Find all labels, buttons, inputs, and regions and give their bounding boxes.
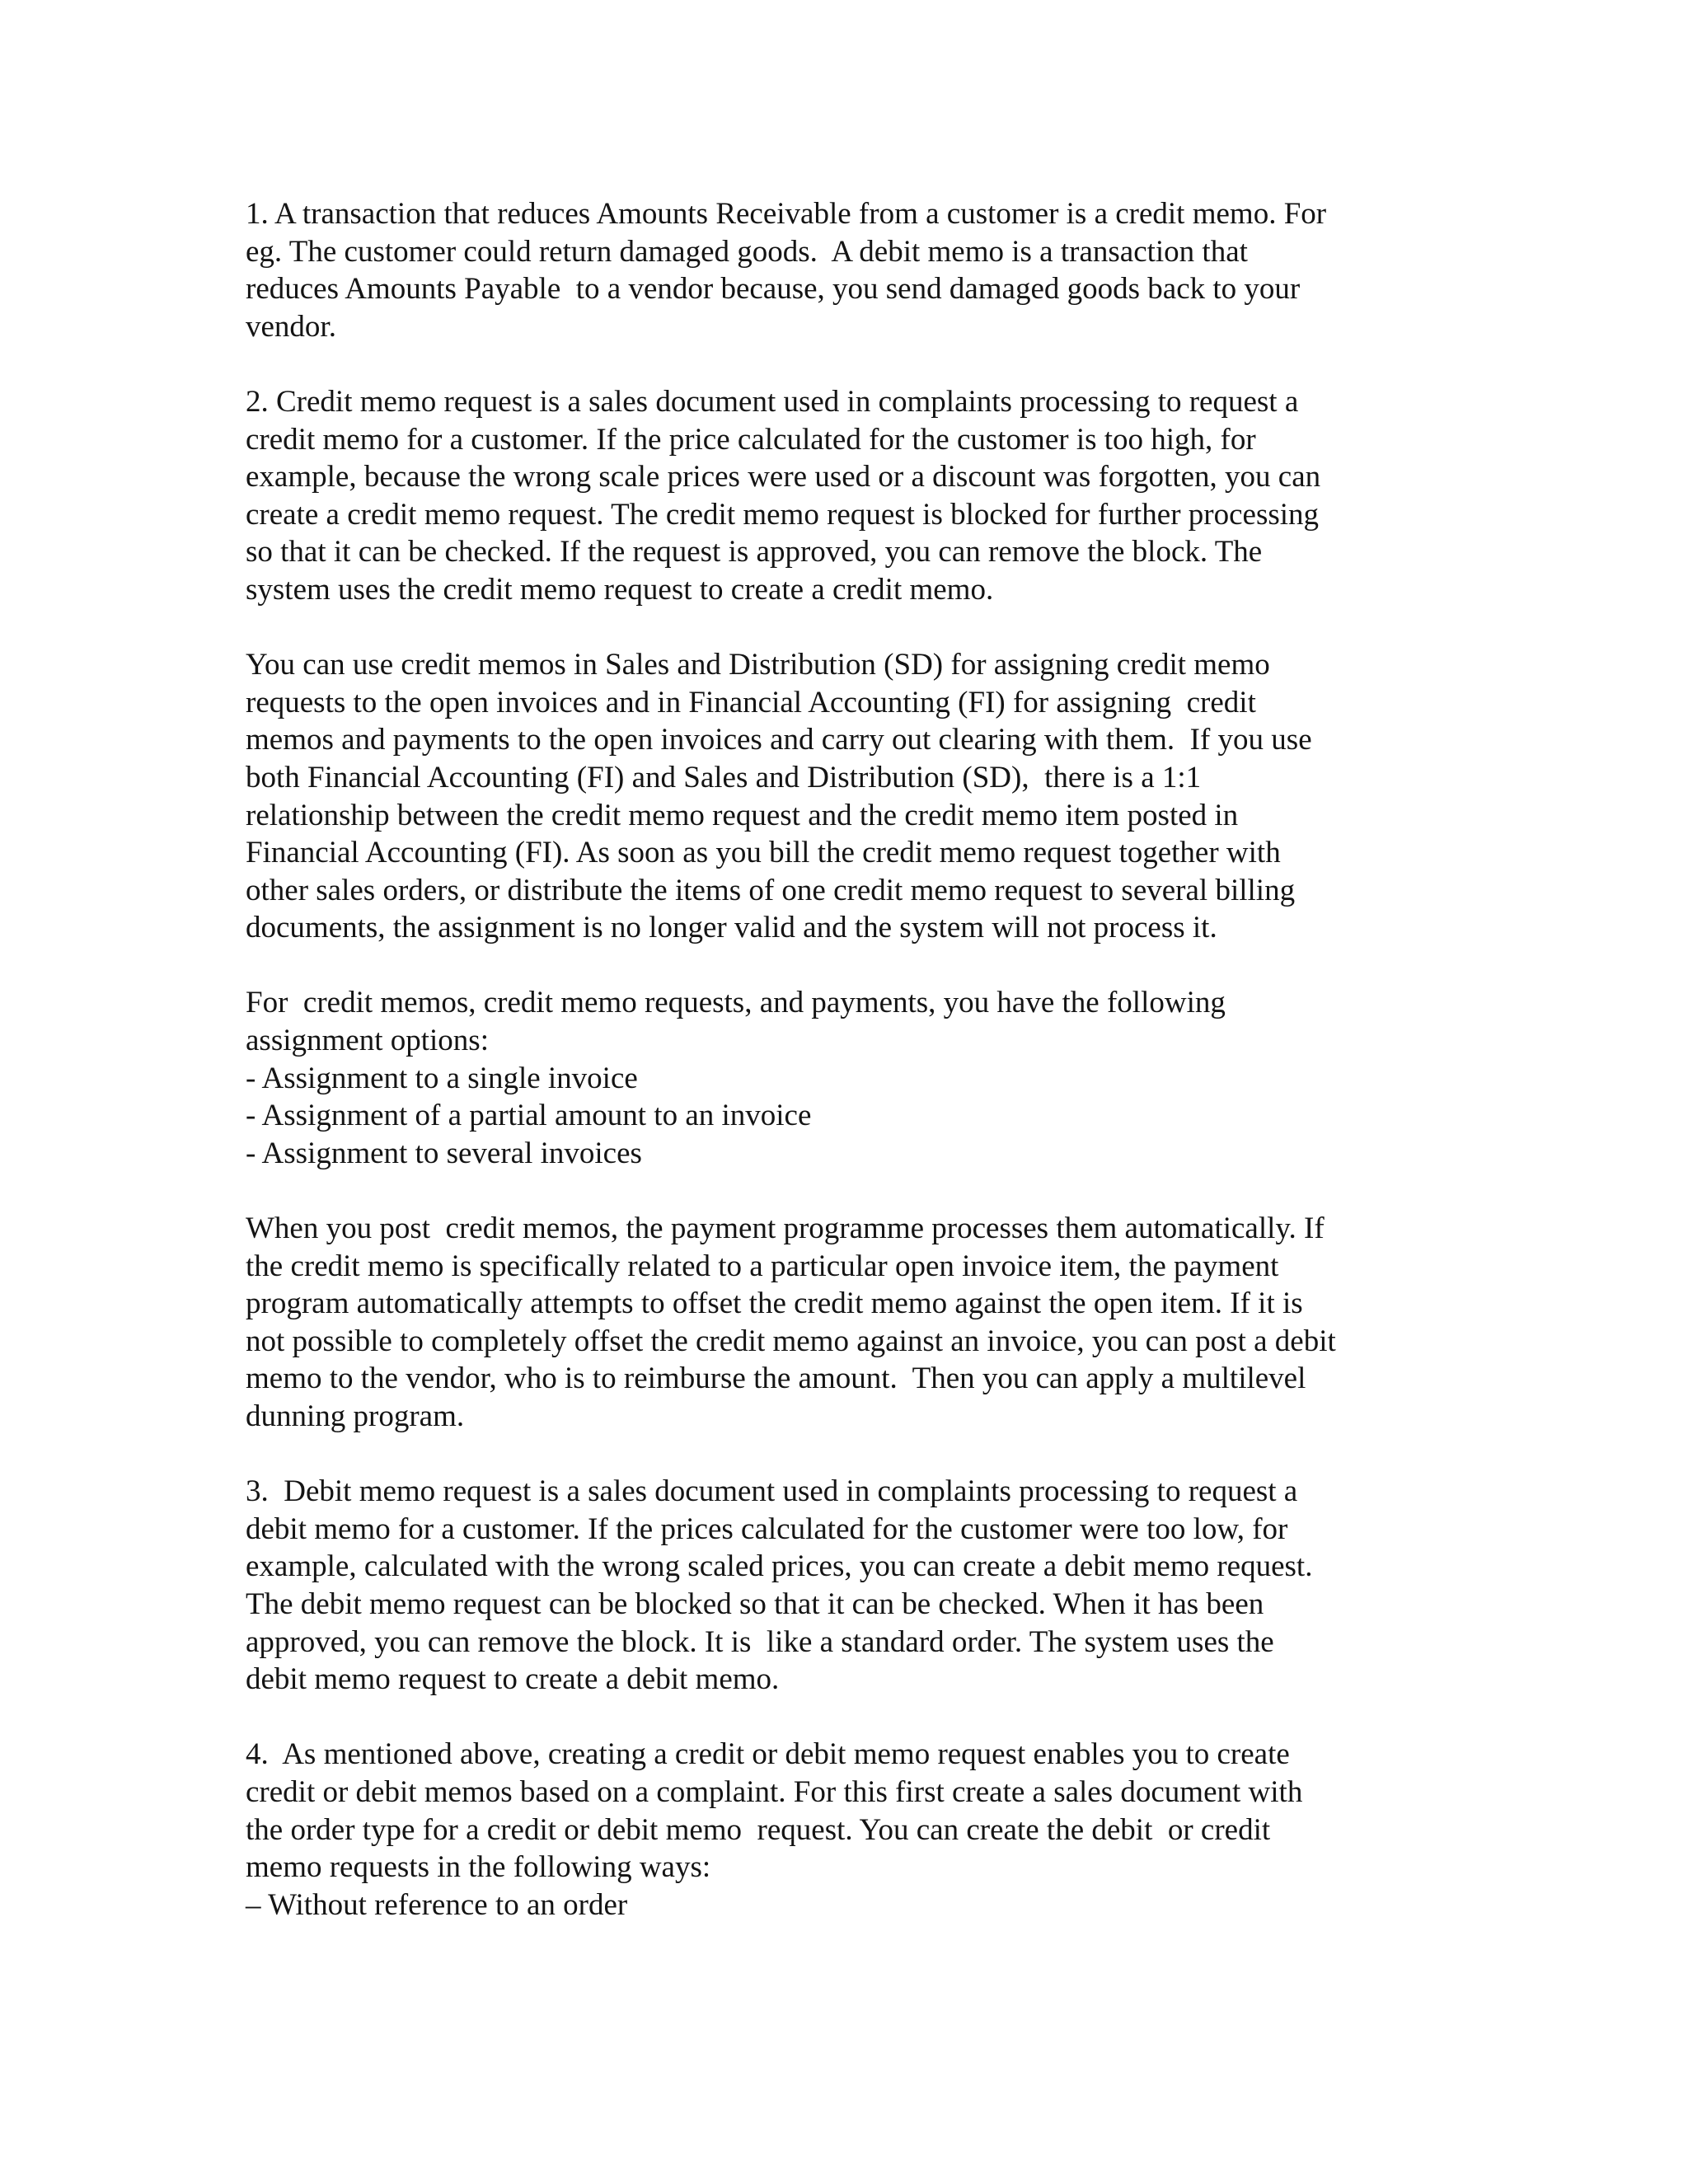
text-line: debit memo for a customer. If the prices calculated for the customer were too low, for <box>246 1511 1288 1546</box>
text-line: other sales orders, or distribute the items of one credit memo request to several billing <box>246 873 1296 907</box>
paragraph-6 <box>246 1473 1449 1699</box>
text-line: approved, you can remove the block. It is like a standard order. The system uses the <box>246 1624 1274 1659</box>
text-line: credit or debit memos based on a complaint. For this first create a sales document with <box>246 1774 1303 1809</box>
text-line: eg. The customer could return damaged goods. A debit memo is a transaction that <box>246 234 1248 269</box>
text-line: The debit memo request can be blocked so that it can be checked. When it has been <box>246 1586 1264 1621</box>
list-item: - Assignment of a partial amount to an invoice <box>246 1099 812 1133</box>
text-line: both Financial Accounting (FI) and Sales and Distribution (SD), there is a 1:1 <box>246 760 1202 794</box>
text-line: example, calculated with the wrong scaled prices, you can create a debit memo request. <box>246 1549 1313 1584</box>
text-line: not possible to completely offset the credit memo against an invoice, you can post a debit <box>246 1324 1336 1358</box>
text-line: 4. As mentioned above, creating a credit or debit memo request enables you to create <box>246 1737 1290 1772</box>
paragraph-spacer <box>246 345 1449 383</box>
text-line: vendor. <box>246 309 336 344</box>
text-line: system uses the credit memo request to create a credit memo. <box>246 572 994 607</box>
text-line: 3. Debit memo request is a sales document used in complaints processing to request a <box>246 1474 1298 1509</box>
text-line: documents, the assignment is no longer valid and the system will not process it. <box>246 911 1217 945</box>
paragraph-4 <box>246 984 1449 1172</box>
text-line: 1. A transaction that reduces Amounts Receivable from a customer is a credit memo. For <box>246 197 1327 231</box>
text-line: the order type for a credit or debit memo request. You can create the debit or credit <box>246 1812 1271 1847</box>
paragraph-7 <box>246 1736 1449 1924</box>
text-line: program automatically attempts to offset the credit memo against the open item. If it is <box>246 1286 1303 1321</box>
text-line: assignment options: <box>246 1024 489 1058</box>
paragraph-2 <box>246 383 1449 609</box>
text-line: When you post credit memos, the payment programme processes them automatically. If <box>246 1212 1325 1246</box>
text-line: debit memo request to create a debit memo. <box>246 1662 780 1697</box>
paragraph-spacer <box>246 1699 1449 1736</box>
text-line: For credit memos, credit memo requests, and payments, you have the following <box>246 986 1226 1020</box>
paragraph-spacer <box>246 947 1449 985</box>
paragraph-spacer <box>246 609 1449 647</box>
text-line: relationship between the credit memo request and the credit memo item posted in <box>246 798 1239 832</box>
paragraph-1 <box>246 195 1449 345</box>
paragraph-spacer <box>246 1436 1449 1474</box>
text-line: memos and payments to the open invoices and carry out clearing with them. If you use <box>246 723 1312 757</box>
paragraph-5 <box>246 1210 1449 1436</box>
paragraph-3 <box>246 646 1449 947</box>
text-line: Financial Accounting (FI). As soon as you bill the credit memo request together with <box>246 836 1281 870</box>
text-line: 2. Credit memo request is a sales document used in complaints processing to request a <box>246 384 1299 419</box>
text-line: memo requests in the following ways: <box>246 1850 711 1885</box>
list-item: – Without reference to an order <box>246 1887 628 1922</box>
text-line: the credit memo is specifically related to a particular open invoice item, the payment <box>246 1249 1279 1283</box>
list-item: - Assignment to a single invoice <box>246 1061 638 1095</box>
text-line: memo to the vendor, who is to reimburse the amount. Then you can apply a multilevel <box>246 1361 1306 1396</box>
text-line: You can use credit memos in Sales and Distribution (SD) for assigning credit memo <box>246 648 1270 682</box>
paragraph-spacer <box>246 1172 1449 1210</box>
text-line: reduces Amounts Payable to a vendor because, you send damaged goods back to your <box>246 272 1301 307</box>
text-line: example, because the wrong scale prices were used or a discount was forgotten, you can <box>246 460 1321 494</box>
text-line: dunning program. <box>246 1399 465 1433</box>
list-item: - Assignment to several invoices <box>246 1136 642 1170</box>
text-line: create a credit memo request. The credit memo request is blocked for further processing <box>246 497 1320 532</box>
text-line: requests to the open invoices and in Financial Accounting (FI) for assigning credit <box>246 685 1256 719</box>
text-line: so that it can be checked. If the request is approved, you can remove the block. The <box>246 535 1263 569</box>
document-body <box>246 195 1449 1924</box>
text-line: credit memo for a customer. If the price calculated for the customer is too high, for <box>246 422 1256 457</box>
